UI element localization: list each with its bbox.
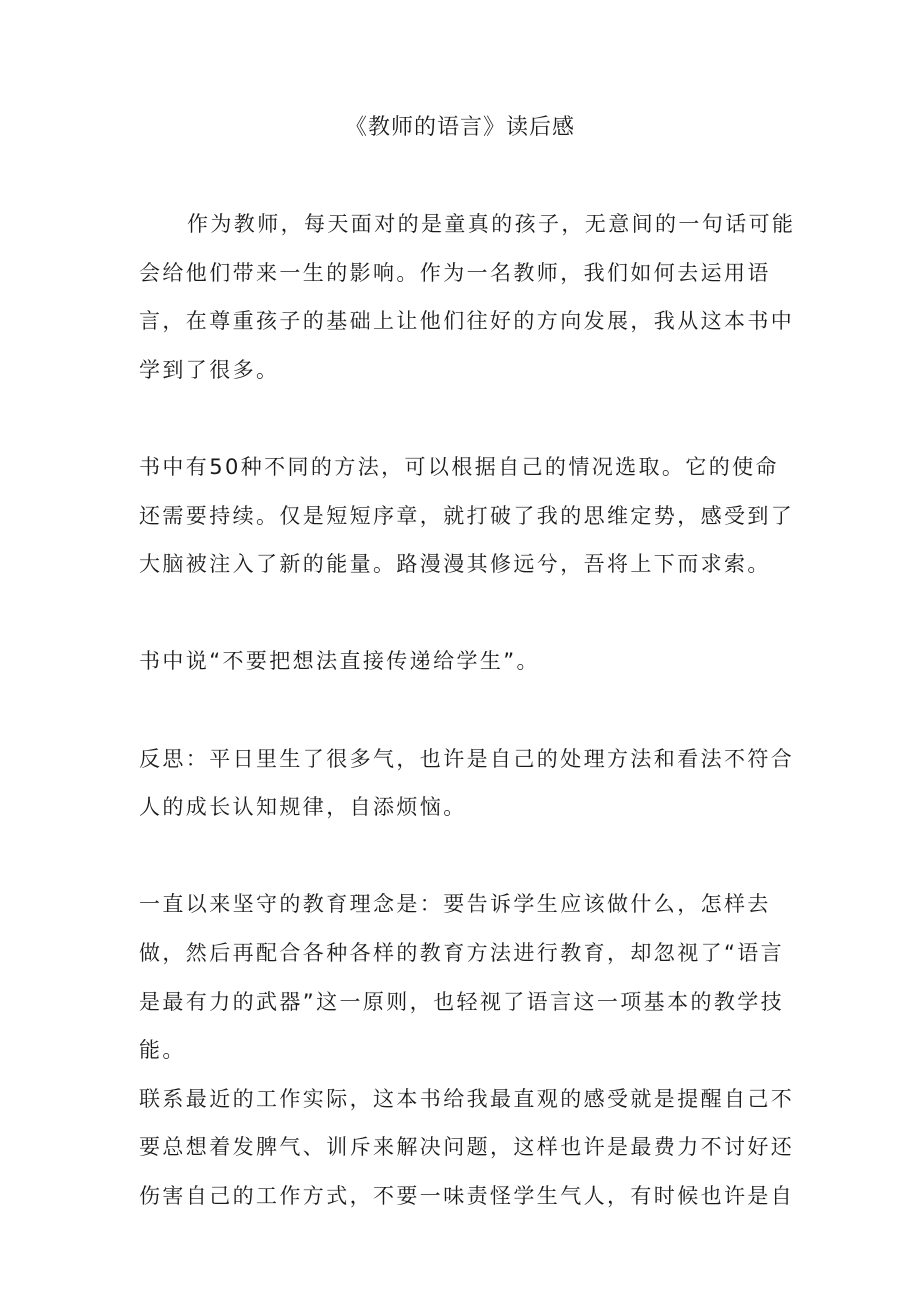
- document-body: [139, 200, 799, 1220]
- paragraph-reflection: 反思：平日里生了很多气，也许是自己的处理方法和看法不符合人的成长认知规律，自添烦恼。: [139, 746, 795, 820]
- paragraph-practice: 联系最近的工作实际，这本书给我最直观的感受就是提醒自己不要总想着发脾气、训斥来解决问题，这样也许是最费力不讨好还伤害自己的工作方式，不要一味责怪学生气人，有时候也许是自: [139, 1086, 795, 1208]
- paragraph-quote: 书中说“不要把想法直接传递给学生”。: [139, 649, 540, 674]
- paragraph-intro: 作为教师，每天面对的是童真的孩子，无意间的一句话可能会给他们带来一生的影响。作为一名教师，我们如何去运用语言，在尊重孩子的基础上让他们往好的方向发展，我从这本书中学到了很多。: [139, 212, 796, 382]
- paragraph-philosophy: 一直以来坚守的教育理念是：要告诉学生应该做什么，怎样去做，然后再配合各种各样的教育方法进行教育，却忽视了“语言是最有力的武器”这一原则，也轻视了语言这一项基本的教学技能。: [139, 892, 785, 1063]
- paragraph-methods: 书中有50种不同的方法，可以根据自己的情况选取。它的使命还需要持续。仅是短短序章，就打破了我的思维定势，感受到了大脑被注入了新的能量。路漫漫其修远兮，吾将上下而求索。: [139, 454, 795, 577]
- document-title: 《教师的语言》读后感: [344, 115, 575, 140]
